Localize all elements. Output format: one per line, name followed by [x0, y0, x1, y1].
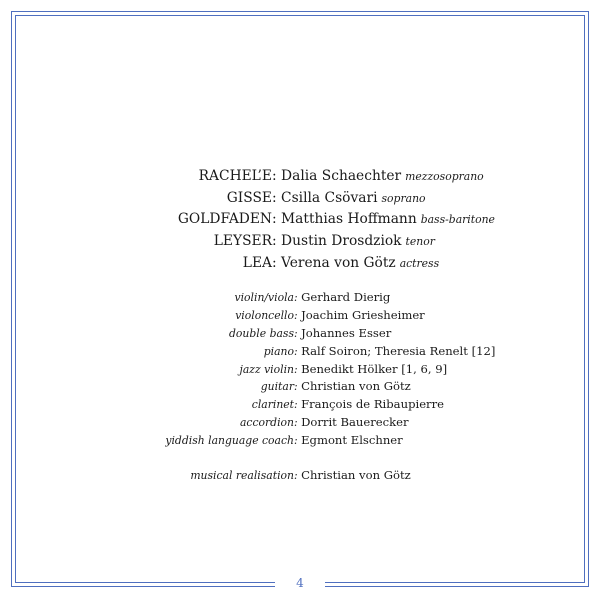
musician-name: Gerhard Dierig [301, 290, 391, 304]
musician-row [0, 433, 600, 451]
cast-separator: : [272, 189, 282, 206]
musician-name: Egmont Elschner [301, 433, 403, 448]
cast-voice-type: bass-baritone [420, 213, 495, 227]
cast-separator: : [272, 211, 282, 228]
label-separator: : [294, 308, 302, 322]
label-separator: : [294, 469, 302, 482]
musician-row [0, 344, 600, 362]
cast-role: GOLDFADEN [177, 211, 272, 228]
musician-row [0, 308, 600, 326]
label-separator: : [294, 362, 302, 376]
instrument-label: guitar [260, 380, 294, 394]
musician-row [0, 379, 600, 397]
cast-row [0, 190, 600, 212]
cast-singer: Verena von Götz [281, 254, 396, 271]
cast-separator: : [272, 168, 282, 184]
instrument-label: violoncello [235, 308, 294, 322]
musician-name: Ralf Soiron; Theresia Renelt [12] [301, 343, 496, 358]
cast-role: RACHEL’E [198, 168, 272, 184]
instrument-label: accordion [239, 416, 294, 430]
musician-name: Joachim Griesheimer [301, 307, 425, 322]
instrument-label: violin/viola [234, 291, 294, 304]
cast-role: GISSE [226, 189, 272, 206]
musician-name: Johannes Esser [301, 325, 392, 340]
credit-label: musical realisation [190, 469, 294, 482]
musician-name: Christian von Götz [301, 379, 411, 394]
cast-role: LEYSER [213, 233, 272, 250]
musician-name: Benedikt Hölker [1, 6, 9] [301, 361, 448, 376]
musician-row [0, 362, 600, 380]
musician-row [0, 397, 600, 415]
cast-voice-type: actress [399, 256, 440, 270]
label-separator: : [294, 434, 302, 448]
musician-name: François de Ribaupierre [301, 397, 445, 412]
instrument-label: double bass [229, 326, 294, 340]
musicians-list [0, 290, 600, 451]
musician-row [0, 326, 600, 344]
musician-row [0, 290, 600, 308]
instrument-label: yiddish language coach [165, 434, 294, 448]
instrument-label: clarinet [251, 398, 294, 412]
label-separator: : [294, 344, 302, 358]
cast-row [0, 255, 600, 277]
cast-list [0, 168, 600, 276]
musician-row [0, 415, 600, 433]
cast-singer: Csilla Csövari [281, 189, 378, 206]
cast-singer: Dalia Schaechter [281, 168, 402, 184]
label-separator: : [294, 326, 302, 340]
instrument-label: piano [263, 344, 294, 358]
cast-row [0, 168, 600, 190]
cast-separator: : [272, 254, 282, 271]
label-separator: : [294, 398, 302, 412]
cast-voice-type: mezzosoprano [405, 170, 484, 183]
musician-name: Dorrit Bauerecker [301, 415, 409, 430]
cast-voice-type: soprano [381, 191, 426, 205]
cast-voice-type: tenor [405, 235, 435, 249]
instrument-label: jazz violin [239, 362, 294, 376]
cast-singer: Dustin Drosdziok [281, 233, 402, 250]
cast-row [0, 211, 600, 233]
cast-separator: : [272, 233, 282, 250]
credit-row [0, 468, 600, 482]
label-separator: : [294, 291, 302, 304]
credit-name: Christian von Götz [301, 468, 411, 482]
cast-role: LEA [242, 254, 272, 271]
page-number: 4 [275, 571, 325, 595]
cast-row [0, 233, 600, 255]
cast-singer: Matthias Hoffmann [281, 211, 417, 228]
label-separator: : [294, 380, 302, 394]
label-separator: : [294, 416, 302, 430]
